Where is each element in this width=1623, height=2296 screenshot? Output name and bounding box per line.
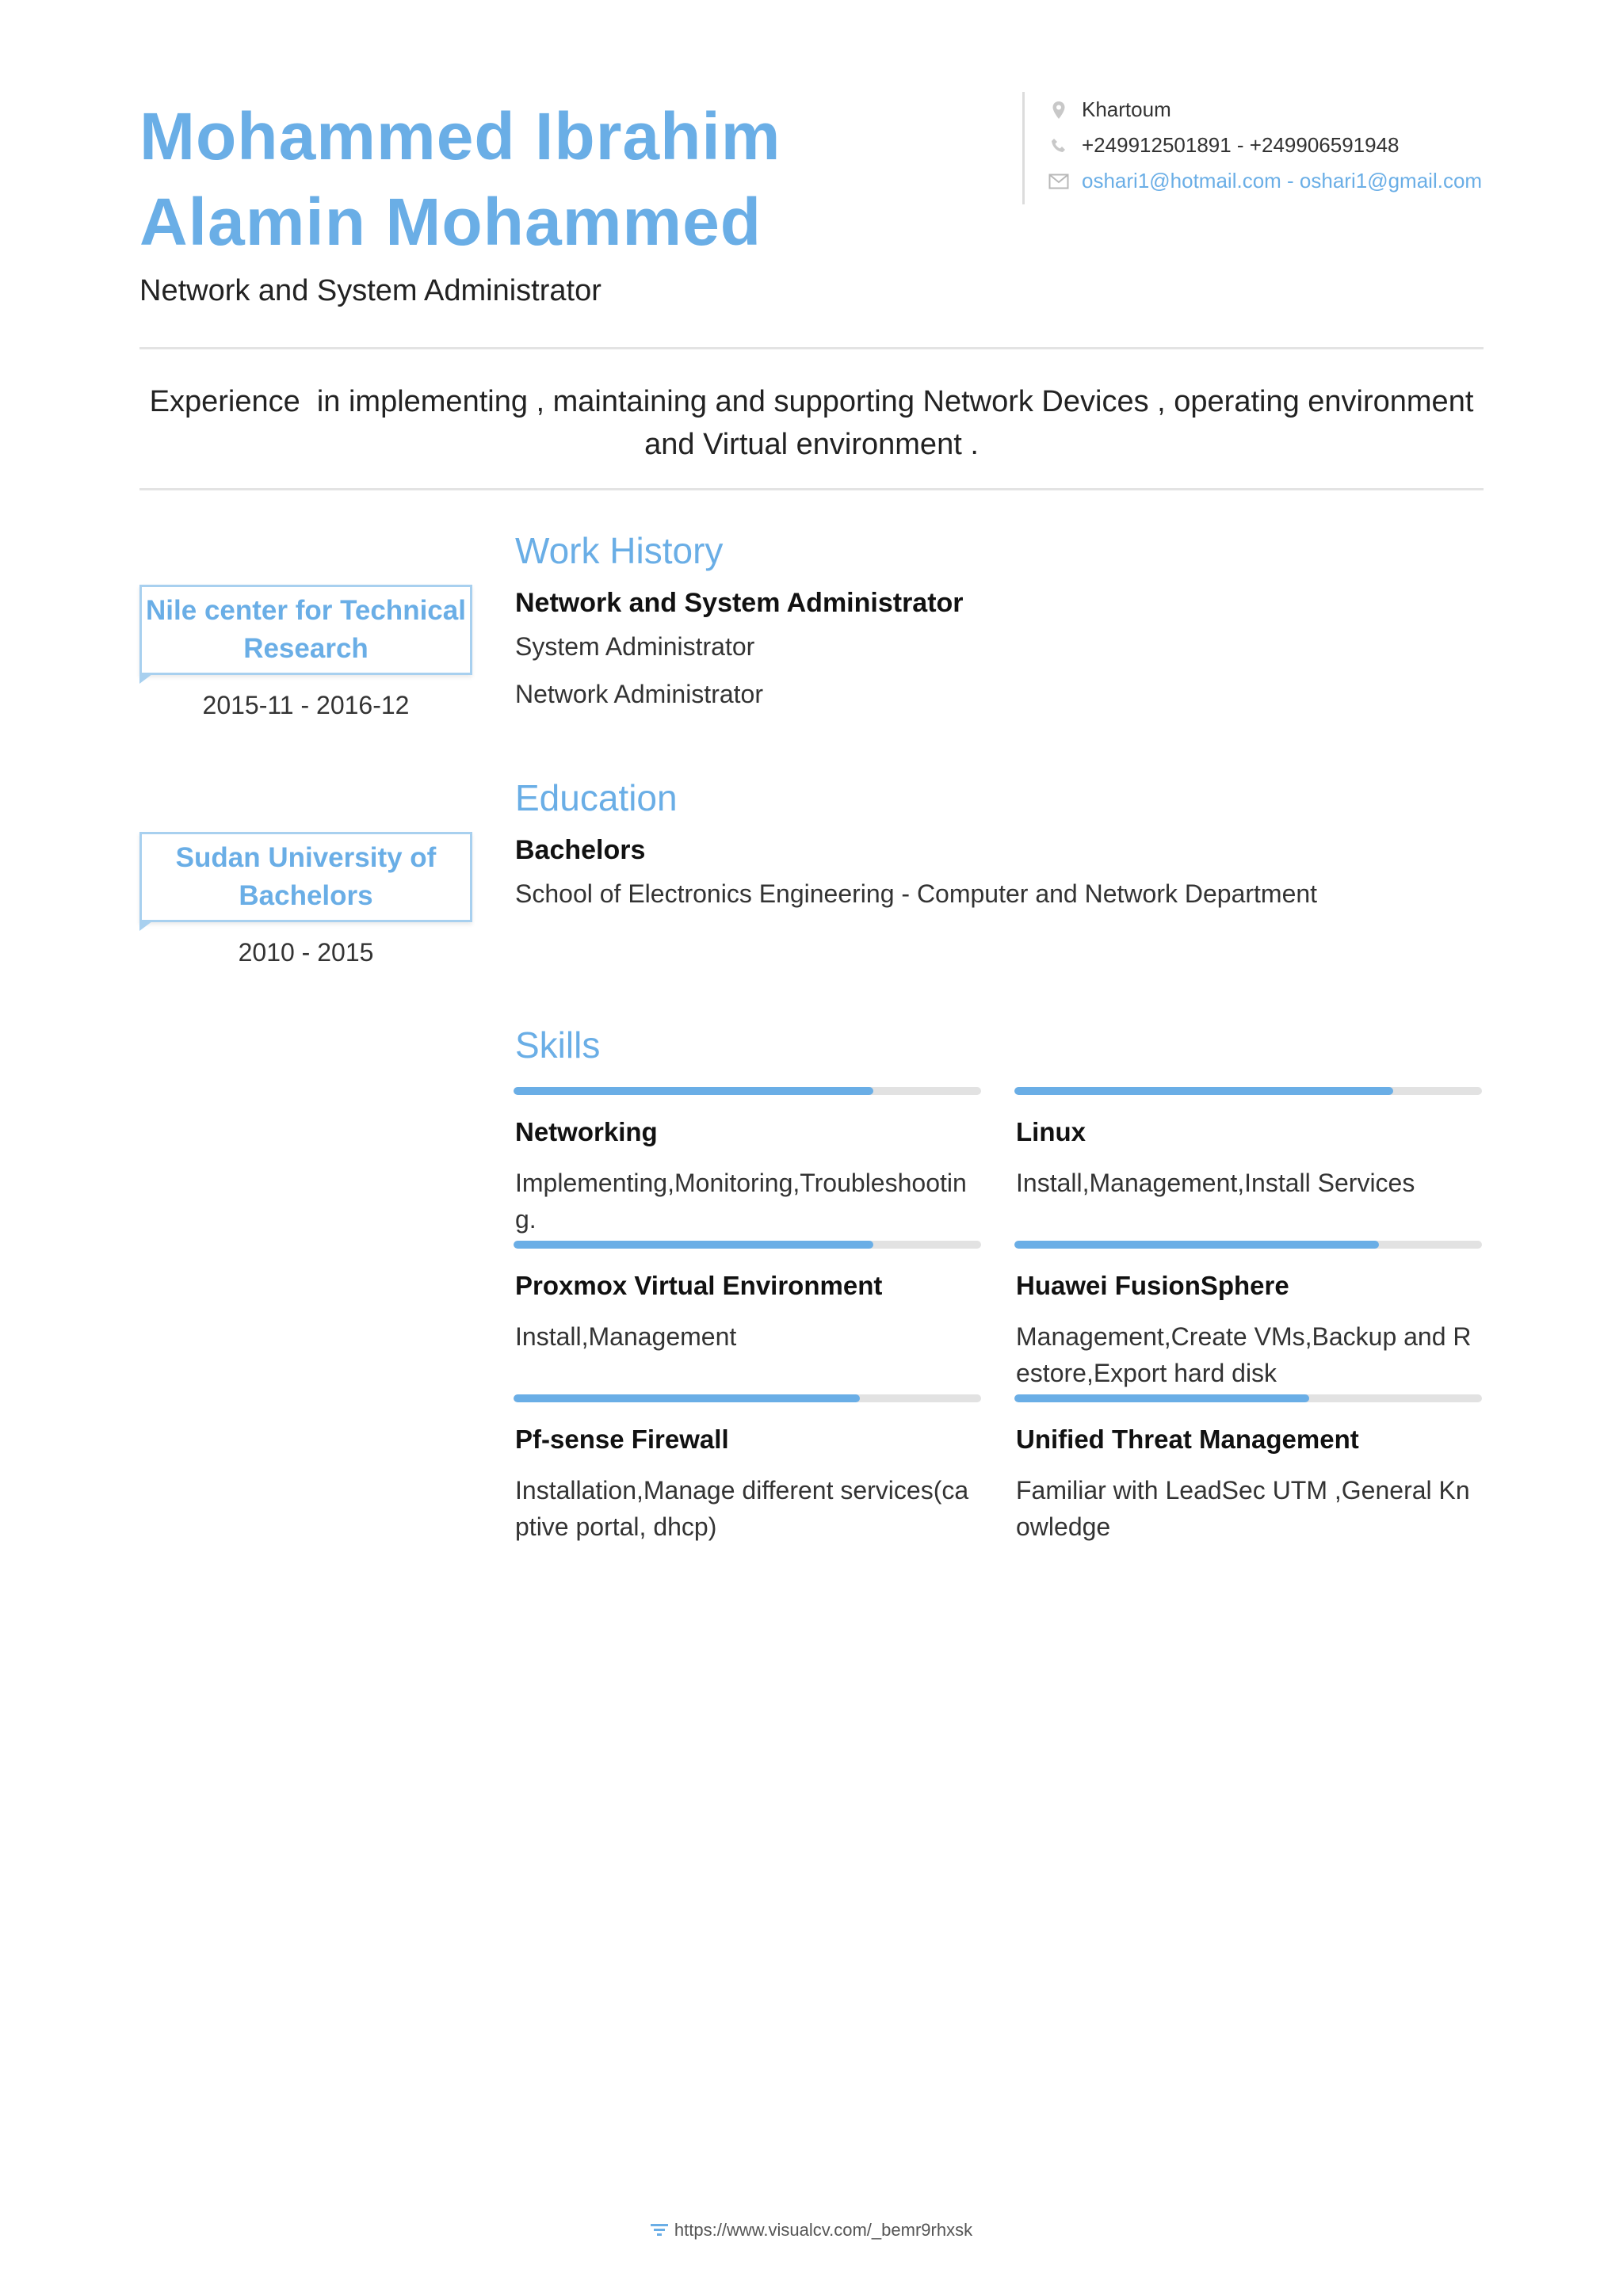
contact-phone [1047,128,1522,163]
candidate-name: Mohammed Ibrahim Alamin Mohammed [139,99,781,259]
skill-item [514,1241,981,1355]
education-organization: Sudan University of Bachelors [175,842,437,911]
skill-description: Implementing,Monitoring,Troubleshooting. [515,1169,967,1234]
skill-level-bar [1014,1087,1482,1095]
work-role-line: Network Administrator [515,680,763,708]
section-title-skills: Skills [515,1024,601,1066]
box-pointer [139,921,152,931]
skill-level-bar [1014,1394,1482,1402]
contact-location [1047,92,1522,128]
header-divider [139,347,1484,349]
skill-description: Management,Create VMs,Backup and Restore,Export hard disk [1016,1322,1472,1387]
skill-name: Proxmox Virtual Environment [515,1271,883,1300]
skill-level-fill [514,1241,873,1249]
phone-text: +249912501891 - +249906591948 [1082,133,1400,157]
contact-email[interactable] [1047,163,1522,199]
skill-item [1014,1087,1482,1201]
skill-level-fill [1014,1394,1309,1402]
skill-level-bar [514,1087,981,1095]
footer [0,2220,1623,2241]
location-pin-icon [1047,98,1071,122]
skill-description: Install,Management [515,1322,737,1351]
email-link[interactable]: oshari1@hotmail.com - oshari1@gmail.com [1082,169,1483,193]
skill-level-fill [1014,1087,1393,1095]
skill-name: Unified Threat Management [1016,1425,1359,1454]
work-organization-box [139,585,472,675]
education-degree: Bachelors [515,835,646,865]
footer-url[interactable]: https://www.visualcv.com/_bemr9rhxsk [674,2220,973,2240]
skill-name: Huawei FusionSphere [1016,1271,1289,1300]
location-text: Khartoum [1082,97,1171,121]
skill-description: Installation,Manage different services(captive portal, dhcp) [515,1476,969,1541]
skill-name: Linux [1016,1117,1086,1146]
skill-name: Pf-sense Firewall [515,1425,729,1454]
skill-item [1014,1394,1482,1545]
visualcv-logo-icon [651,2222,668,2238]
professional-summary: Experience in implementing , maintaining and supporting Network Devices , operating environment and Virtual environment . [149,385,1482,461]
education-detail: School of Electronics Engineering - Computer and Network Department [515,879,1318,908]
education-organization-box [139,832,472,922]
skill-level-bar [514,1241,981,1249]
skill-level-bar [514,1394,981,1402]
skill-name: Networking [515,1117,658,1146]
work-position: Network and System Administrator [515,588,964,618]
section-title-education: Education [515,777,678,818]
skill-description: Install,Management,Install Services [1016,1169,1415,1197]
skill-level-fill [514,1394,860,1402]
skill-level-fill [514,1087,873,1095]
skill-item [514,1394,981,1545]
job-title: Network and System Administrator [139,274,601,307]
skill-description: Familiar with LeadSec UTM ,General Knowledge [1016,1476,1470,1541]
work-organization: Nile center for Technical Research [146,595,466,664]
skill-item [514,1087,981,1238]
skill-level-bar [1014,1241,1482,1249]
envelope-icon [1047,170,1071,193]
section-title-work-history: Work History [515,530,724,571]
work-role-line: System Administrator [515,632,755,661]
phone-icon [1047,134,1071,158]
skill-item [1014,1241,1482,1391]
education-dates: 2010 - 2015 [238,938,374,967]
summary-divider [139,488,1484,490]
work-dates: 2015-11 - 2016-12 [202,691,410,719]
box-pointer [139,674,152,684]
skill-level-fill [1014,1241,1379,1249]
contact-block [1022,92,1522,204]
